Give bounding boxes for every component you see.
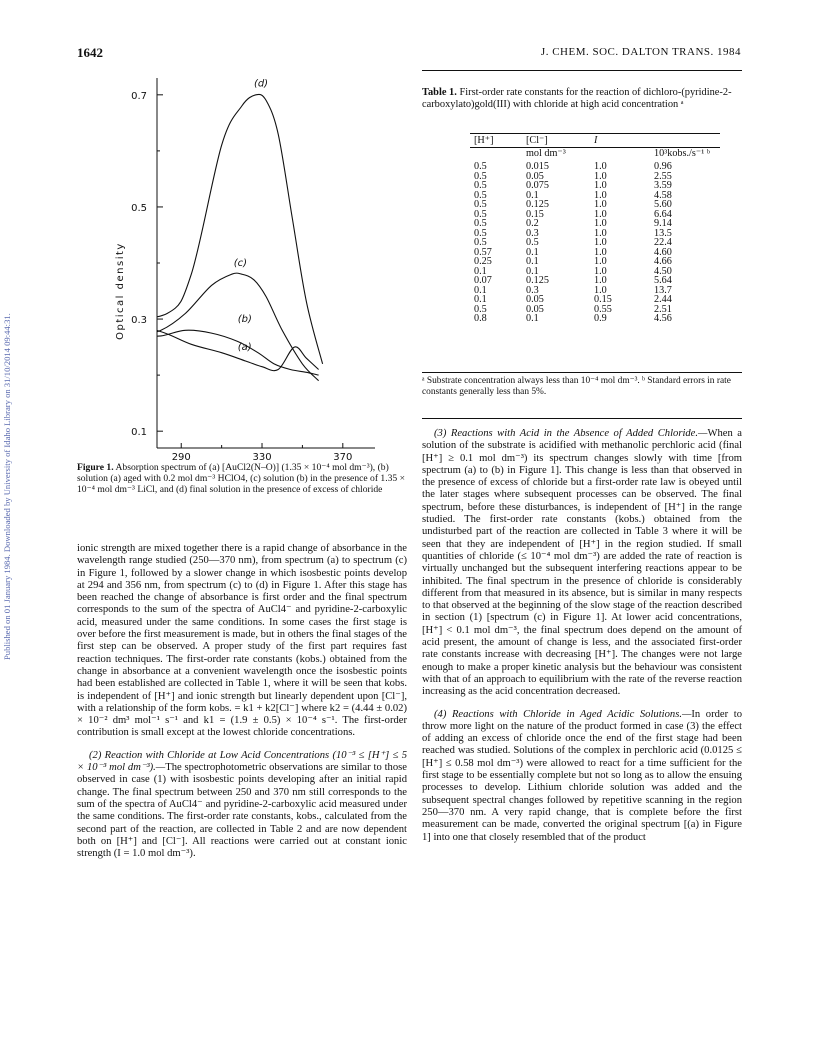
y-axis-label: Optical density — [115, 242, 126, 340]
series-label-b: (b) — [237, 313, 252, 325]
cell-k: 2.55 — [654, 170, 672, 182]
col-header-i: I — [590, 134, 650, 148]
paragraph-section-4 — [422, 709, 742, 844]
table-title-text: First-order rate constants for the reaction of dichloro-(pyridine-2-carboxylato)gold(III) with chloride at high acid concentration ᵃ — [422, 87, 732, 110]
rate-constant-table — [470, 133, 720, 324]
x-tick-label: 290 — [171, 452, 191, 462]
x-tick-label: 370 — [333, 452, 353, 462]
cell-i: 0.9 — [594, 313, 607, 324]
unit-i — [590, 148, 650, 163]
download-notice-text: Published on 01 January 1984. Downloaded by University of Idaho Library on 31/10/2014 09:44:31. — [2, 313, 12, 660]
cell-k: 13.7 — [654, 284, 672, 296]
cell-h: 0.25 — [474, 256, 492, 267]
cell-cl: 0.1 — [526, 265, 539, 277]
left-column — [77, 543, 407, 860]
cell-i: 1.0 — [594, 227, 607, 239]
cell-h: 0.5 — [474, 237, 487, 248]
cell-k: 2.44 — [654, 294, 672, 305]
cell-cl: 0.075 — [526, 180, 549, 191]
cell-h: 0.5 — [474, 303, 487, 315]
cell-h: 0.07 — [474, 275, 492, 286]
cell-h: 0.57 — [474, 246, 492, 258]
cell-cl: 0.1 — [526, 246, 539, 258]
cell-k: 4.56 — [654, 313, 672, 324]
cell-k: 6.64 — [654, 208, 672, 220]
x-tick-label: 330 — [252, 452, 272, 462]
cell-k: 3.59 — [654, 180, 672, 191]
cell-i: 1.0 — [594, 189, 607, 201]
cell-cl: 0.1 — [526, 313, 539, 324]
table-title-label: Table 1. — [422, 87, 457, 98]
cell-i: 0.55 — [594, 303, 612, 315]
page-number: 1642 — [77, 45, 103, 60]
cell-h: 0.5 — [474, 170, 487, 182]
cell-i: 1.0 — [594, 246, 607, 258]
cell-i: 1.0 — [594, 170, 607, 182]
section-4-body: In order to throw more light on the nature of the product formed in case (3) the effect of adding an excess of chloride once the end of the first stage had been reached was studied. Solutions of the complex in perchloric acid (0.0125 ≤ [H⁺] ≤ 0.58 mol dm⁻³) were allowed to react for a time sufficient for the first stage to be essentially complete but not so long as to allow the ensuing processes to develop. Lithium chloride solution was added and the subsequent spectral changes followed by repetitive scanning in the region 250—370 nm. A very rapid change, that is complete before the first measurement can be made, converted the original spectrum [(a) in Figure 1] into one that closely resembled that of the product — [422, 708, 742, 843]
cell-cl: 0.3 — [526, 227, 539, 239]
section-3-heading: (3) Reactions with Acid in the Absence of Added Chloride.— — [434, 428, 708, 439]
cell-cl: 0.015 — [526, 161, 549, 172]
cell-h: 0.1 — [474, 265, 487, 277]
cell-i: 1.0 — [594, 208, 607, 220]
cell-k: 0.96 — [654, 161, 672, 172]
y-tick-label: 0.3 — [131, 315, 147, 327]
cell-cl: 0.125 — [526, 199, 549, 210]
section-4-heading: (4) Reactions with Chloride in Aged Acidic Solutions.— — [434, 708, 692, 720]
y-tick-label: 0.7 — [131, 90, 147, 102]
cell-cl: 0.1 — [526, 256, 539, 267]
cell-h: 0.5 — [474, 189, 487, 201]
cell-k: 9.14 — [654, 218, 672, 229]
y-tick-label: 0.1 — [131, 427, 147, 439]
series-line-b — [137, 330, 319, 375]
cell-k: 4.50 — [654, 265, 672, 277]
paragraph-section-3 — [422, 428, 742, 699]
cell-i: 1.0 — [594, 199, 607, 210]
cell-i: 1.0 — [594, 218, 607, 229]
cell-h: 0.5 — [474, 161, 487, 172]
cell-cl: 0.3 — [526, 284, 539, 296]
cell-h: 0.5 — [474, 208, 487, 220]
cell-cl: 0.2 — [526, 218, 539, 229]
series-label-c: (c) — [233, 257, 248, 269]
cell-cl: 0.125 — [526, 275, 549, 286]
y-tick-label: 0.5 — [131, 202, 147, 214]
paragraph-ionic-strength: ionic strength are mixed together there is a rapid change of absorbance in the wavelength range studied (250—370 nm), from spectrum (a) to spectrum (c) in Figure 1, followed by a slower change in which isosbestic points develop at 294 and 356 nm, from spectrum (c) to (d) in Figure 1. After this stage has been reached the change of absorbance is first order and the final spectrum corresponds to the sum of the spectra of AuCl4⁻ and pyridine-2-carboxylic acid, measured under the same conditions. In some cases the first stage is over before the first measurement is made, but in others the final stages of the first step can be observed. A proper study of the first part requires fast reaction techniques. The first-order rate constants (kobs.) obtained from the change in absorbance at a convenient wavelength once the isosbestic points had been established are collected in Table 1, where it will be seen that kobs. is independent of [H⁺] and ionic strength but linearly dependent upon [Cl⁻], with a relationship of the form kobs. = k1 + k2[Cl⁻] where k2 = (4.44 ± 0.02) × 10⁻² dm³ mol⁻¹ s⁻¹ and k1 = (1.9 ± 0.5) × 10⁻⁴ s⁻¹. The first-order contribution is small except at the lowest chloride concentrations. — [77, 543, 407, 739]
unit-k: 10³kobs./s⁻¹ ᵇ — [654, 148, 710, 159]
cell-k: 22.4 — [654, 237, 672, 248]
cell-cl: 0.05 — [526, 294, 544, 305]
right-column — [422, 428, 742, 844]
unit-conc: mol dm⁻³ — [526, 148, 566, 159]
cell-h: 0.1 — [474, 294, 487, 305]
figure-caption-label: Figure 1. — [77, 462, 114, 473]
cell-i: 0.15 — [594, 294, 612, 305]
cell-cl: 0.05 — [526, 303, 544, 315]
series-label-a: (a) — [237, 341, 252, 353]
table-body — [470, 162, 720, 324]
figure-caption — [77, 462, 407, 495]
col-header-h: [H⁺] — [470, 134, 522, 148]
table-row — [470, 314, 720, 324]
series-label-d: (d) — [253, 78, 269, 90]
cell-k: 5.60 — [654, 199, 672, 210]
figure-1-chart — [77, 70, 407, 462]
cell-i: 1.0 — [594, 161, 607, 172]
section-2-body: The spectrophotometric observations are similar to those observed in case (1) with isosbestic points developing after an initial rapid change. The final spectrum between 250 and 370 nm still corresponds to the sum of the spectra of AuCl4⁻ and pyridine-2-carboxylic acid measured under the same conditions. The first-order rate constants, kobs., calculated from the second part of the reaction, are collected in Table 2 and are now dependent both on [H⁺] and [Cl⁻]. All reactions were carried out at constant ionic strength (I = 1.0 mol dm⁻³). — [77, 762, 407, 860]
table-bottom-rule — [422, 418, 742, 419]
cell-cl: 0.05 — [526, 170, 544, 182]
cell-i: 1.0 — [594, 237, 607, 248]
cell-i: 1.0 — [594, 275, 607, 286]
cell-k: 4.60 — [654, 246, 672, 258]
cell-i: 1.0 — [594, 256, 607, 267]
cell-k: 13.5 — [654, 227, 672, 239]
paragraph-section-2 — [77, 750, 407, 861]
journal-header: J. CHEM. SOC. DALTON TRANS. 1984 — [540, 46, 741, 58]
cell-h: 0.8 — [474, 313, 487, 324]
chart-curves — [111, 94, 323, 380]
cell-k: 5.64 — [654, 275, 672, 286]
section-2-heading: (2) Reaction with Chloride at Low Acid Concentrations (10⁻³ ≤ [H⁺] ≤ 5 × 10⁻³ mol dm⁻³).— — [77, 749, 407, 774]
col-header-k — [650, 134, 720, 148]
cell-h: 0.5 — [474, 199, 487, 210]
cell-h: 0.5 — [474, 218, 487, 229]
cell-h: 0.5 — [474, 180, 487, 191]
figure-caption-text: Absorption spectrum of (a) [AuCl2(N–O)] (1.35 × 10⁻⁴ mol dm⁻³), (b) solution (a) aged with 0.2 mol dm⁻³ HClO4, (c) solution (b) in the presence of 1.35 × 10⁻⁴ mol dm⁻³ LiCl, and (d) final solution in the presence of excess of chloride — [77, 462, 406, 495]
section-3-body: When a solution of the substrate is acidified with methanolic perchloric acid (final [H⁺] ≥ 0.1 mol dm⁻³) its spectrum changes slowly with time [from spectrum (a) to (b) in Figure 1]. This change is less than that observed in the presence of excess of chloride but a first-order rate law is obeyed until the later stages where subsequent processes can be observed. The final spectrum, before these disturbances, is independent of [H⁺] in the range studied. The first-order rate constants (kobs.) obtained from the undisturbed part of the reaction are collected in Table 3 where it will be seen that they are independent of [H⁺] in the region studied. If small quantities of chloride (≤ 10⁻⁴ mol dm⁻³) are added the rate of reaction is virtually unchanged but the subsequent interfering reactions appear to be inhibited. The final spectrum in the presence of chloride is considerably different from that measured in its absence, but is similar in many respects to that observed at the beginning of the slow stage of the reaction described in section (1) [spectrum (c) in Figure 1]. At lower acid concentrations, [H⁺] < 0.1 mol dm⁻³, the final spectrum does depend on the amount of acid present, the amount of change is less, and the associated first-order rate constants increase with decreasing [H⁺]. The changes were not large enough to make a proper kinetic analysis but the behaviour was consistent with that of an approach to equilibrium with the rate of the reverse reaction increasing as the acid concentration decreased. — [422, 428, 742, 698]
series-line-c — [137, 273, 319, 381]
chart-axes — [131, 78, 375, 462]
table-title — [422, 87, 742, 111]
table-top-rule — [422, 70, 742, 71]
cell-cl: 0.15 — [526, 208, 544, 220]
chart-labels — [115, 78, 276, 462]
cell-i: 1.0 — [594, 180, 607, 191]
col-header-cl: [Cl⁻] — [522, 134, 590, 148]
cell-i: 1.0 — [594, 284, 607, 296]
cell-k: 2.51 — [654, 303, 672, 315]
download-notice — [2, 160, 16, 660]
series-line-a — [137, 325, 319, 371]
table-footnote: ᵃ Substrate concentration always less than 10⁻⁴ mol dm⁻³. ᵇ Standard errors in rate constants generally less than 5%. — [422, 372, 742, 398]
cell-k: 4.58 — [654, 189, 672, 201]
cell-cl: 0.1 — [526, 189, 539, 201]
cell-k: 4.66 — [654, 256, 672, 267]
cell-h: 0.5 — [474, 227, 487, 239]
cell-cl: 0.5 — [526, 237, 539, 248]
cell-i: 1.0 — [594, 265, 607, 277]
unit-h — [470, 148, 522, 163]
cell-h: 0.1 — [474, 284, 487, 296]
